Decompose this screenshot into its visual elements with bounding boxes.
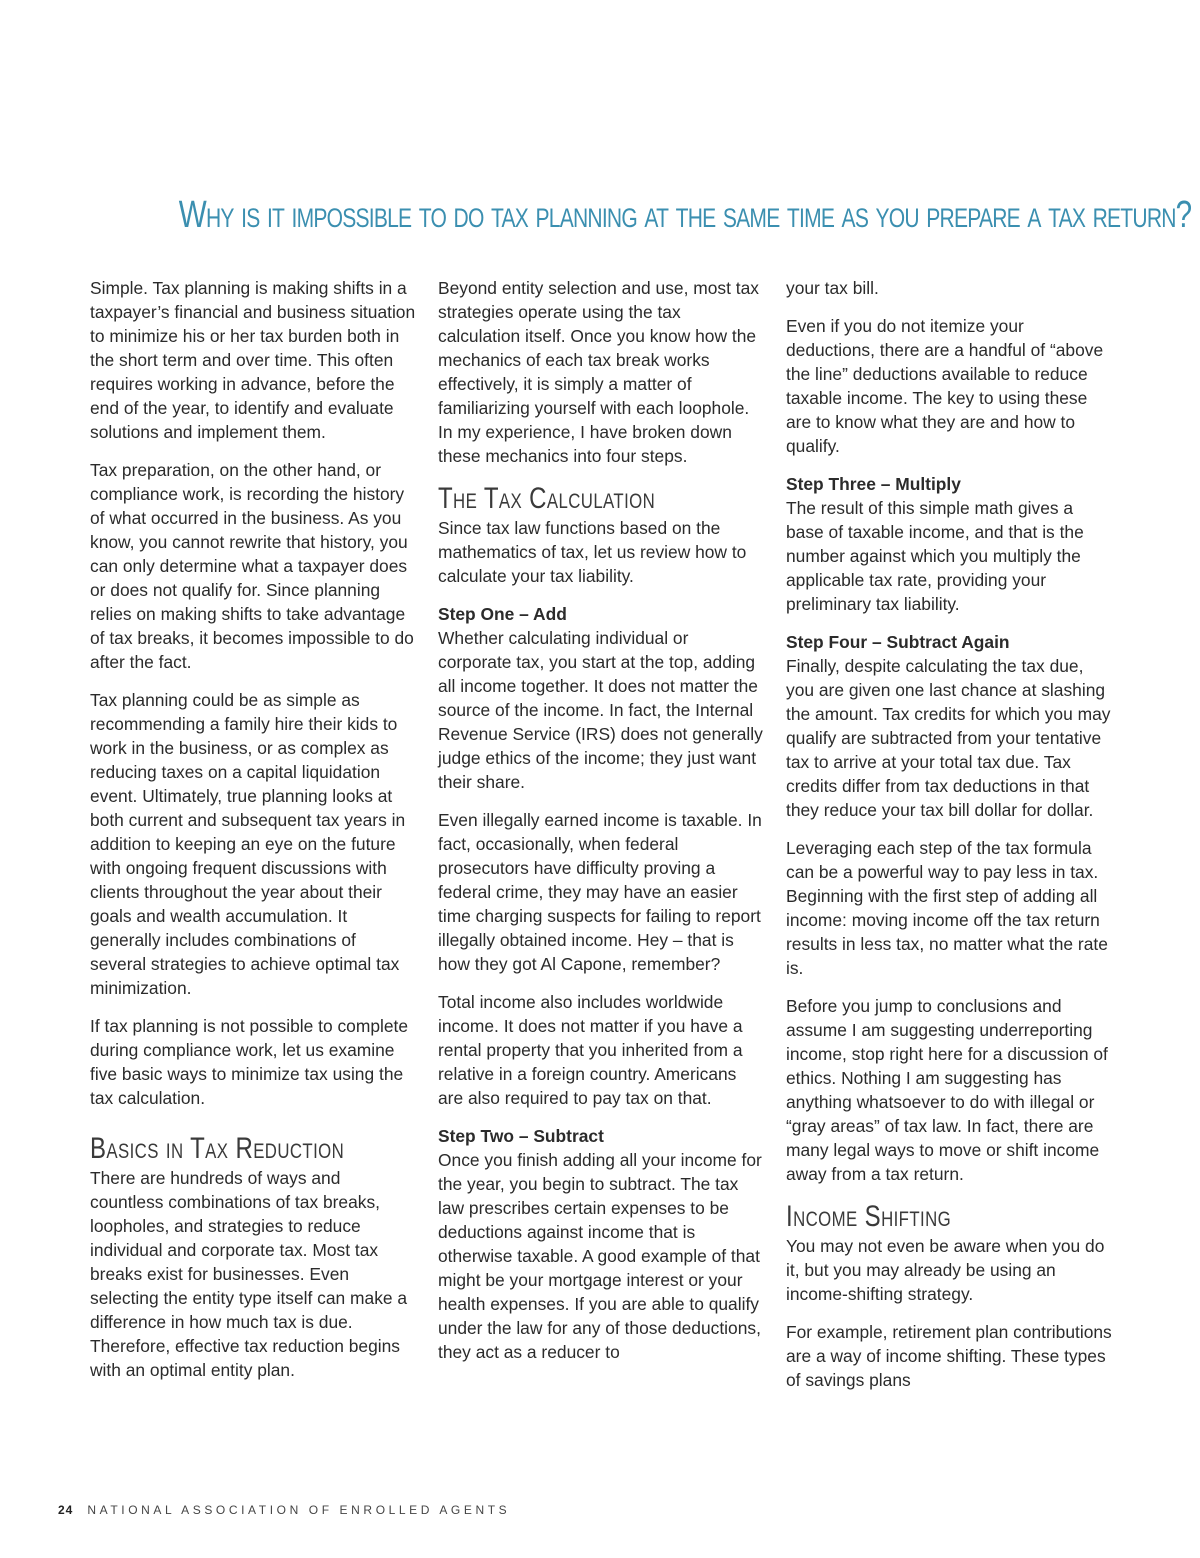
- step-three-text: The result of this simple math gives a base of taxable income, and that is the number against which you multiply the applicable tax rate, providing your preliminary tax liability.: [786, 498, 1084, 614]
- page-title: [178, 194, 1192, 237]
- step-one: [438, 602, 764, 794]
- paragraph: For example, retirement plan contributions are a way of income shifting. These types of savings plans: [786, 1322, 1112, 1390]
- section-heading-tax-calculation: The Tax Calculation: [438, 482, 656, 515]
- paragraph: Tax planning could be as simple as recommending a family hire their kids to work in the business, or as complex as reducing taxes on a capital liquidation event. Ultimately, true planning looks at both current and subsequent tax years in addition to keeping an eye on the future with ongoing frequent discussions with clients throughout the year about their goals and wealth accumulation. It generally includes combinations of several strategies to achieve optimal tax minimization.: [90, 690, 406, 998]
- step-two: [438, 1124, 764, 1364]
- section-heading-basics: Basics in Tax Reduction: [90, 1132, 345, 1165]
- paragraph: Before you jump to conclusions and assume I am suggesting underreporting income, stop right here for a discussion of ethics. Nothing I am suggesting has anything whatsoever to do with illegal or “gray areas” of tax law. In fact, there are many legal ways to move or shift income away from a tax return.: [786, 996, 1108, 1184]
- paragraph: Leveraging each step of the tax formula can be a powerful way to pay less in tax. Beginning with the first step of adding all income: moving income off the tax return results in less tax, no matter what the rate is.: [786, 838, 1108, 978]
- paragraph: Total income also includes worldwide income. It does not matter if you have a rental property that you inherited from a relative in a foreign country. Americans are also required to pay tax on that.: [438, 992, 743, 1108]
- paragraph: your tax bill.: [786, 278, 879, 298]
- paragraph: Beyond entity selection and use, most tax strategies operate using the tax calculation itself. Once you know how the mechanics of each tax break works effectively, it is simply a matter of familiarizing yourself with each loophole. In my experience, I have broken down these mechanics into four steps.: [438, 278, 759, 466]
- paragraph: Tax preparation, on the other hand, or compliance work, is recording the history of what occurred in the business. As you know, you cannot rewrite that history, you can only determine what a taxpayer does or does not qualify for. Since planning relies on making shifts to take advantage of tax breaks, it becomes impossible to do after the fact.: [90, 460, 414, 672]
- text-column-2: [438, 276, 764, 1378]
- page-title-text: Why is it impossible to do tax planning at the same time as you prepare a tax return?: [178, 194, 1192, 236]
- step-two-title: Step Two – Subtract: [438, 1126, 604, 1146]
- paragraph: Even illegally earned income is taxable. In fact, occasionally, when federal prosecutors have difficulty proving a federal crime, they may have an easier time charging suspects for failing to report illegally obtained income. Hey – that is how they got Al Capone, remember?: [438, 810, 762, 974]
- paragraph: Since tax law functions based on the mathematics of tax, let us review how to calculate your tax liability.: [438, 518, 747, 586]
- paragraph: There are hundreds of ways and countless combinations of tax breaks, loopholes, and strategies to reduce individual and corporate tax. Most tax breaks exist for businesses. Even selecting the entity type itself can make a difference in how much tax is due. Therefore, effective tax reduction begins with an optimal entity plan.: [90, 1168, 408, 1380]
- paragraph: You may not even be aware when you do it, but you may already be using an income-shifting strategy.: [786, 1236, 1105, 1304]
- paragraph: Even if you do not itemize your deductions, there are a handful of “above the line” deductions available to reduce taxable income. The key to using these are to know what they are and how to qualify.: [786, 316, 1104, 456]
- page-footer: [58, 1503, 510, 1517]
- step-two-text: Once you finish adding all your income for the year, you begin to subtract. The tax law prescribes certain expenses to be deductions against income that is otherwise taxable. A good example of that might be your mortgage interest or your health expenses. If you are able to qualify under the law for any of those deductions, they act as a reducer to: [438, 1150, 762, 1362]
- publication-name: NATIONAL ASSOCIATION OF ENROLLED AGENTS: [87, 1503, 511, 1517]
- text-column-3: [786, 276, 1112, 1406]
- section-heading-income-shifting: Income Shifting: [786, 1200, 952, 1233]
- step-four-text: Finally, despite calculating the tax due, you are given one last chance at slashing the amount. Tax credits for which you may qualify are subtracted from your tentative tax to arrive at your total tax due. Tax credits differ from tax deductions in that they reduce your tax bill dollar for dollar.: [786, 656, 1111, 820]
- step-four: [786, 630, 1112, 822]
- step-three: [786, 472, 1112, 616]
- page-number: 24: [58, 1503, 74, 1517]
- step-three-title: Step Three – Multiply: [786, 474, 961, 494]
- paragraph: If tax planning is not possible to complete during compliance work, let us examine five basic ways to minimize tax using the tax calculation.: [90, 1016, 409, 1108]
- step-one-text: Whether calculating individual or corporate tax, you start at the top, adding all income together. It does not matter the source of the income. In fact, the Internal Revenue Service (IRS) does not generally judge ethics of the income; they just want their share.: [438, 628, 763, 792]
- paragraph: Simple. Tax planning is making shifts in a taxpayer’s financial and business situation to minimize his or her tax burden both in the short term and over time. This often requires working in advance, before the end of the year, to identify and evaluate solutions and implement them.: [90, 278, 416, 442]
- step-four-title: Step Four – Subtract Again: [786, 632, 1010, 652]
- step-one-title: Step One – Add: [438, 604, 567, 624]
- text-column-1: [90, 276, 416, 1396]
